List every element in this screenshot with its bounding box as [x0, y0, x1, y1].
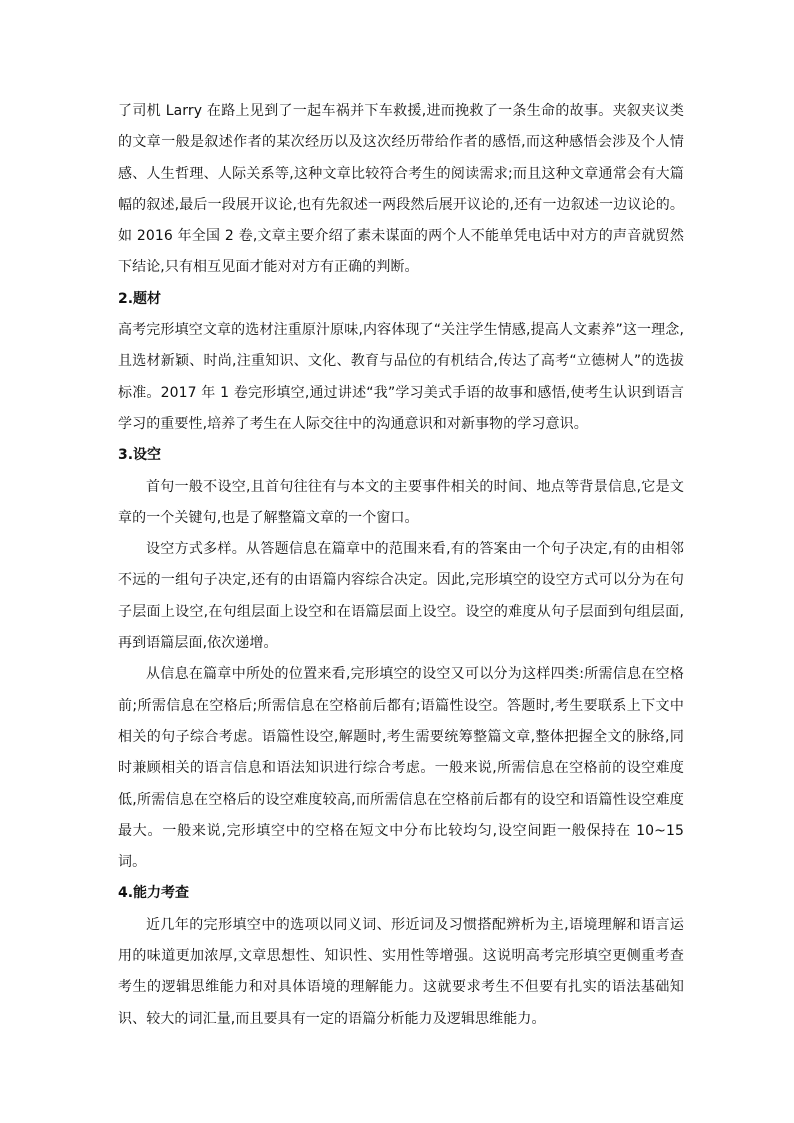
- section-heading-topic: 2.题材: [118, 290, 162, 307]
- topic-paragraph: 高考完形填空文章的选材注重原汁原味,内容体现了“关注学生情感,提高人文素养”这一理念,且选材新颖、时尚,注重知识、文化、教育与品位的有机结合,传达了高考“立德树人”的选拔标准。2017 年 1 卷完形填空,通过讲述“我”学习美式手语的故事和感悟,使考生认识到语言学习的重要性,培养了考生在人际交往中的沟通意识和对新事物的学习意识。: [118, 322, 684, 432]
- intro-paragraph: 了司机 Larry 在路上见到了一起车祸并下车救援,进而挽救了一条生命的故事。夹叙夹议类的文章一般是叙述作者的某次经历以及这次经历带给作者的感悟,而这种感悟会涉及个人情感、人生哲理、人际关系等,这种文章比较符合考生的阅读需求;而且这种文章通常会有大篇幅的叙述,最后一段展开议论,也有先叙述一两段然后展开议论的,还有一边叙述一边议论的。如 2016 年全国 2 卷,文章主要介绍了素未谋面的两个人不能单凭电话中对方的声音就贸然下结论,只有相互见面才能对对方有正确的判断。: [118, 103, 684, 276]
- blanks-paragraph-2: 设空方式多样。从答题信息在篇章中的范围来看,有的答案由一个句子决定,有的由相邻不远的一组句子决定,还有的由语篇内容综合决定。因此,完形填空的设空方式可以分为在句子层面上设空,在句组层面上设空和在语篇层面上设空。设空的难度从句子层面到句组层面,再到语篇层面,依次递增。: [118, 541, 684, 652]
- ability-paragraph: 近几年的完形填空中的选项以同义词、形近词及习惯搭配辨析为主,语境理解和语言运用的味道更加浓厚,文章思想性、知识性、实用性等增强。这说明高考完形填空更侧重考查考生的逻辑思维能力和对具体语境的理解能力。这就要求考生不但要有扎实的语法基础知识、较大的词汇量,而且要具有一定的语篇分析能力及逻辑思维能力。: [118, 916, 684, 1027]
- blanks-paragraph-3: 从信息在篇章中所处的位置来看,完形填空的设空又可以分为这样四类:所需信息在空格前;所需信息在空格后;所需信息在空格前后都有;语篇性设空。答题时,考生要联系上下文中相关的句子综合考虑。语篇性设空,解题时,考生需要统筹整篇文章,整体把握全文的脉络,同时兼顾相关的语言信息和语法知识进行综合考虑。一般来说,所需信息在空格前的设空难度低,所需信息在空格后的设空难度较高,而所需信息在空格前后都有的设空和语篇性设空难度最大。一般来说,完形填空中的空格在短文中分布比较均匀,设空间距一般保持在 10~15 词。: [118, 666, 684, 871]
- section-heading-ability: 4.能力考查: [118, 885, 190, 902]
- section-heading-blanks: 3.设空: [118, 447, 162, 464]
- document-page: [118, 96, 684, 1035]
- blanks-paragraph-1: 首句一般不设空,且首句往往有与本文的主要事件相关的时间、地点等背景信息,它是文章的一个关键句,也是了解整篇文章的一个窗口。: [118, 478, 684, 526]
